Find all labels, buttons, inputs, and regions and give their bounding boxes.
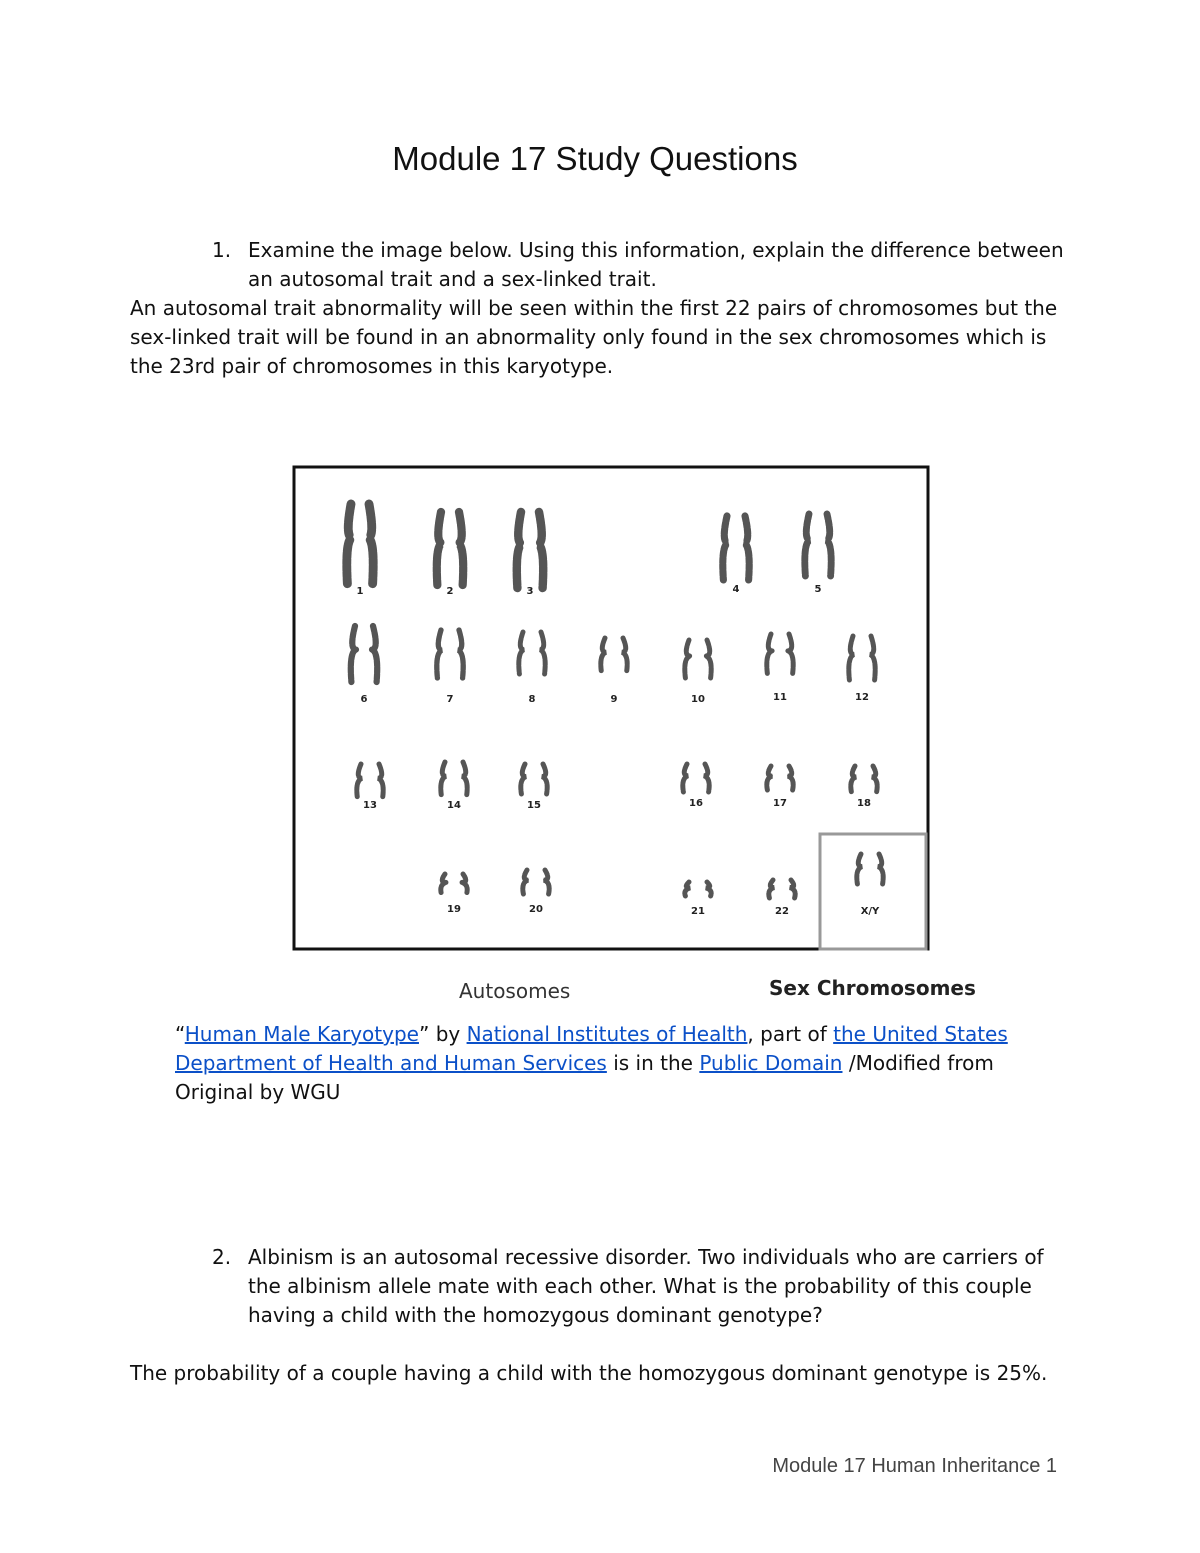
chromosome-label: 2 [446, 586, 454, 597]
link-human-male-karyotype[interactable]: Human Male Karyotype [184, 1022, 419, 1046]
image-attribution [175, 1020, 1055, 1107]
chromosome-label: 9 [610, 694, 618, 705]
karyotype-border [294, 467, 928, 949]
chromosome-label: 4 [732, 584, 740, 595]
attribution-text: ” by [418, 1022, 467, 1046]
karyotype-figure [292, 464, 932, 952]
answer-2: The probability of a couple having a child with the homozygous dominant genotype is 25%. [130, 1361, 1048, 1385]
attribution-text: is in the [606, 1051, 700, 1075]
question-1 [212, 236, 1072, 294]
page-title: Module 17 Study Questions [392, 140, 798, 177]
chromosome-label: 12 [855, 692, 869, 703]
chromosome-label: 18 [857, 798, 871, 809]
chromosome-label: 5 [814, 584, 822, 595]
chromosome-label: 8 [528, 694, 536, 705]
chromosome-label: 13 [363, 800, 377, 811]
chromosome-label: 21 [691, 906, 705, 917]
attribution-text: /Modified from Original by WGU [175, 1051, 994, 1104]
page-footer: Module 17 Human Inheritance 1 [772, 1455, 1057, 1477]
chromosome-label: 17 [773, 798, 787, 809]
link-national-institutes-of-health[interactable]: National Institutes of Health [466, 1022, 748, 1046]
chromosome-label: 6 [360, 694, 368, 705]
chromosome-label: 15 [527, 800, 541, 811]
chromosome-label: 7 [446, 694, 454, 705]
question-text: Albinism is an autosomal recessive disorder. Two individuals who are carriers of the albinism allele mate with each other. What is the probability of this couple having a child with the homozygous dominant genotype? [248, 1245, 1044, 1327]
chromosome-label: 1 [356, 586, 364, 597]
chromosome-label: 11 [773, 692, 787, 703]
question-number: 2. [212, 1245, 232, 1269]
link-public-domain[interactable]: Public Domain [699, 1051, 843, 1075]
attribution-text: , part of [747, 1022, 834, 1046]
karyotype-image [292, 464, 932, 952]
chromosome-label: 20 [529, 904, 543, 915]
attribution-open-quote: “ [175, 1022, 185, 1046]
chromosome-label: 10 [691, 694, 705, 705]
chromosome-label: 16 [689, 798, 703, 809]
question-number: 1. [212, 238, 232, 262]
answer-1: An autosomal trait abnormality will be seen within the first 22 pairs of chromosomes but the sex-linked trait will be found in an abnormality only found in the sex chromosomes which is the 23rd pair of chromosomes in this karyotype. [130, 296, 1058, 378]
chromosome-label: 19 [447, 904, 461, 915]
link-us-dept-health[interactable]: the United States Department of Health and Human Services [175, 1022, 1008, 1075]
question-text: Examine the image below. Using this information, explain the difference between an autosomal trait and a sex-linked trait. [248, 238, 1064, 291]
question-2 [212, 1243, 1072, 1330]
caption-sex-chromosomes: Sex Chromosomes [769, 976, 976, 1000]
chromosome-label: 22 [775, 906, 789, 917]
caption-autosomes: Autosomes [459, 979, 571, 1003]
chromosome-label: 14 [447, 800, 461, 811]
chromosome-label: 3 [526, 586, 534, 597]
chromosome-label: X/Y [860, 906, 880, 917]
